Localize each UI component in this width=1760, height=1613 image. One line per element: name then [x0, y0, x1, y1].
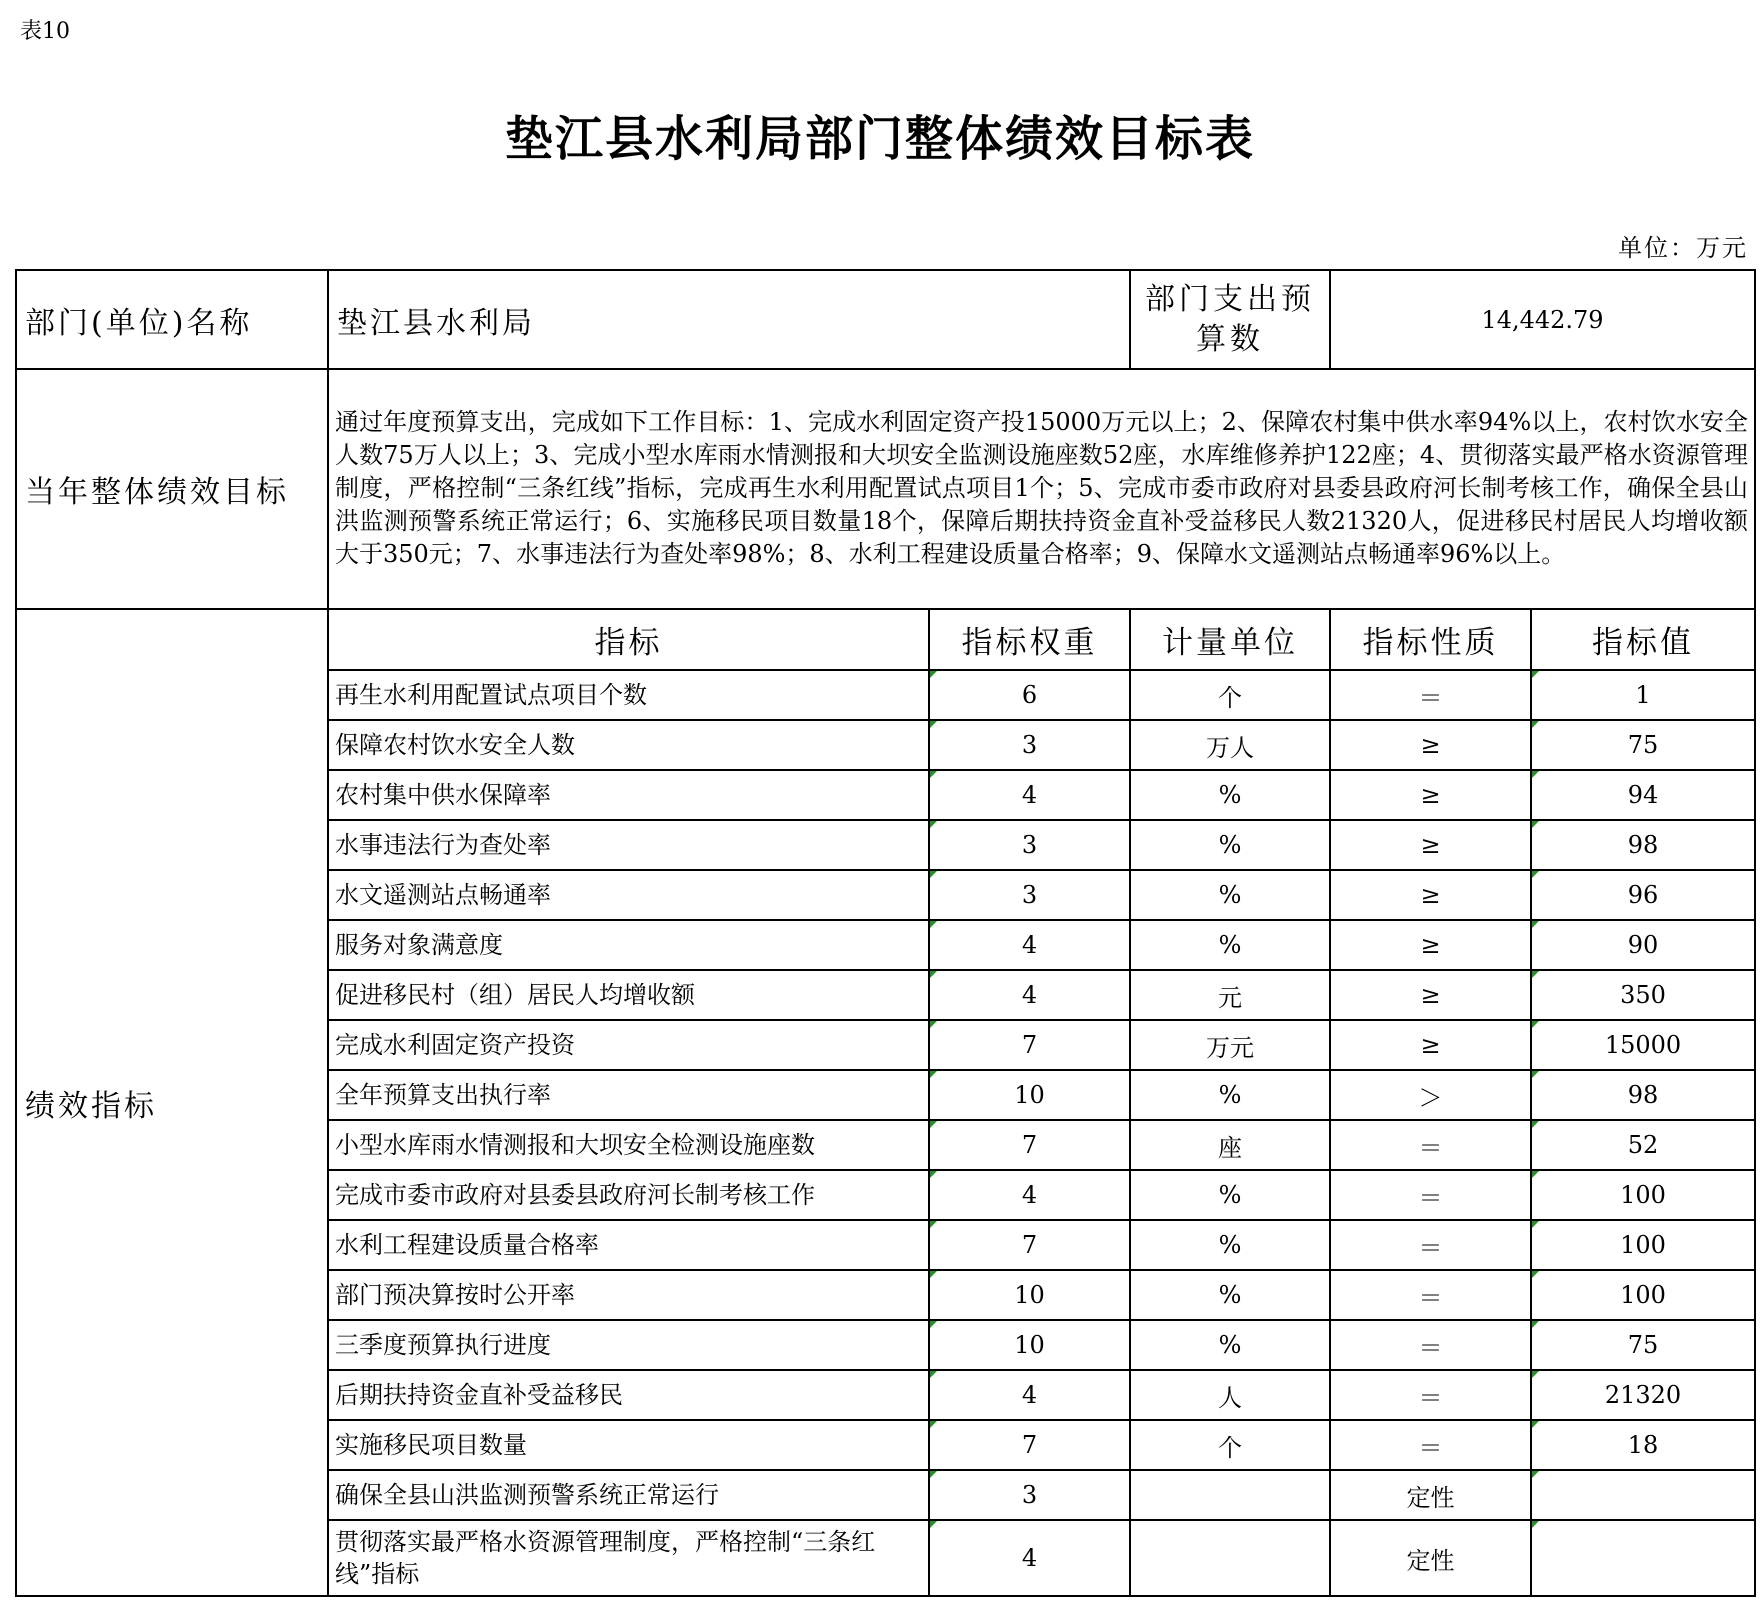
- column-header-unit: 计量单位: [1130, 609, 1330, 670]
- indicator-nature: ＝: [1330, 1170, 1531, 1220]
- indicator-unit: %: [1130, 1070, 1330, 1120]
- indicator-weight: 4: [929, 1170, 1130, 1220]
- annual-goal-label: 当年整体绩效目标: [16, 369, 328, 609]
- indicator-weight: 7: [929, 1120, 1130, 1170]
- indicator-name: 确保全县山洪监测预警系统正常运行: [328, 1470, 929, 1520]
- indicator-name: 水利工程建设质量合格率: [328, 1220, 929, 1270]
- indicator-value: 1: [1531, 670, 1755, 720]
- indicator-weight: 10: [929, 1270, 1130, 1320]
- indicator-weight: 4: [929, 1520, 1130, 1596]
- indicator-weight: 3: [929, 820, 1130, 870]
- indicator-name: 完成市委市政府对县委县政府河长制考核工作: [328, 1170, 929, 1220]
- indicator-weight: 3: [929, 1470, 1130, 1520]
- indicator-nature: 定性: [1330, 1520, 1531, 1596]
- indicator-value: [1531, 1520, 1755, 1596]
- indicator-value: 100: [1531, 1220, 1755, 1270]
- indicator-unit: %: [1130, 870, 1330, 920]
- performance-table: [15, 269, 1756, 1597]
- indicator-value: 52: [1531, 1120, 1755, 1170]
- indicator-value: [1531, 1470, 1755, 1520]
- indicator-value: 75: [1531, 720, 1755, 770]
- indicator-unit: %: [1130, 770, 1330, 820]
- indicator-weight: 4: [929, 970, 1130, 1020]
- indicator-name: 三季度预算执行进度: [328, 1320, 929, 1370]
- page-title: 垫江县水利局部门整体绩效目标表: [504, 111, 1255, 167]
- indicator-name: 小型水库雨水情测报和大坝安全检测设施座数: [328, 1120, 929, 1170]
- indicator-unit: 个: [1130, 670, 1330, 720]
- indicator-unit: [1130, 1520, 1330, 1596]
- indicator-nature: ＝: [1330, 1270, 1531, 1320]
- indicator-value: 18: [1531, 1420, 1755, 1470]
- column-header-nature: 指标性质: [1330, 609, 1531, 670]
- column-header-weight: 指标权重: [929, 609, 1130, 670]
- indicator-unit: %: [1130, 820, 1330, 870]
- indicator-weight: 7: [929, 1420, 1130, 1470]
- indicator-value: 15000: [1531, 1020, 1755, 1070]
- indicator-value: 90: [1531, 920, 1755, 970]
- indicator-name: 服务对象满意度: [328, 920, 929, 970]
- indicator-unit: 座: [1130, 1120, 1330, 1170]
- indicator-unit: 个: [1130, 1420, 1330, 1470]
- indicator-nature: ≥: [1330, 870, 1531, 920]
- indicator-unit: [1130, 1470, 1330, 1520]
- indicator-weight: 10: [929, 1070, 1130, 1120]
- indicator-value: 96: [1531, 870, 1755, 920]
- indicator-nature: ≥: [1330, 920, 1531, 970]
- indicator-weight: 7: [929, 1220, 1130, 1270]
- indicator-weight: 7: [929, 1020, 1130, 1070]
- table-number: 表10: [20, 19, 70, 44]
- indicator-unit: %: [1130, 1220, 1330, 1270]
- indicator-name: 完成水利固定资产投资: [328, 1020, 929, 1070]
- indicator-nature: ＝: [1330, 1220, 1531, 1270]
- indicator-nature: 定性: [1330, 1470, 1531, 1520]
- indicator-name: 再生水利用配置试点项目个数: [328, 670, 929, 720]
- indicator-unit: %: [1130, 1320, 1330, 1370]
- indicator-unit: %: [1130, 1270, 1330, 1320]
- indicator-name: 促进移民村（组）居民人均增收额: [328, 970, 929, 1020]
- indicator-name: 水文遥测站点畅通率: [328, 870, 929, 920]
- indicator-weight: 3: [929, 870, 1130, 920]
- indicator-value: 100: [1531, 1170, 1755, 1220]
- indicator-value: 75: [1531, 1320, 1755, 1370]
- indicator-unit: 万人: [1130, 720, 1330, 770]
- indicator-weight: 3: [929, 720, 1130, 770]
- dept-name-value: 垫江县水利局: [328, 270, 1130, 369]
- indicator-nature: ≥: [1330, 970, 1531, 1020]
- indicator-name: 实施移民项目数量: [328, 1420, 929, 1470]
- indicator-weight: 4: [929, 770, 1130, 820]
- indicator-nature: ＝: [1330, 1320, 1531, 1370]
- indicator-nature: ≥: [1330, 770, 1531, 820]
- indicator-unit: 人: [1130, 1370, 1330, 1420]
- indicator-weight: 10: [929, 1320, 1130, 1370]
- indicator-value: 98: [1531, 820, 1755, 870]
- indicator-value: 21320: [1531, 1370, 1755, 1420]
- indicators-label: 绩效指标: [16, 609, 328, 1596]
- indicator-name: 部门预决算按时公开率: [328, 1270, 929, 1320]
- indicator-nature: ＞: [1330, 1070, 1531, 1120]
- indicator-value: 350: [1531, 970, 1755, 1020]
- indicator-name: 水事违法行为查处率: [328, 820, 929, 870]
- indicator-unit: 万元: [1130, 1020, 1330, 1070]
- indicator-name: 全年预算支出执行率: [328, 1070, 929, 1120]
- indicator-unit: 元: [1130, 970, 1330, 1020]
- indicator-nature: ≥: [1330, 720, 1531, 770]
- indicator-weight: 4: [929, 1370, 1130, 1420]
- indicator-name: 保障农村饮水安全人数: [328, 720, 929, 770]
- indicator-value: 98: [1531, 1070, 1755, 1120]
- indicator-weight: 4: [929, 920, 1130, 970]
- indicator-name: 贯彻落实最严格水资源管理制度，严格控制“三条红线”指标: [328, 1520, 929, 1596]
- column-header-indicator: 指标: [328, 609, 929, 670]
- indicator-weight: 6: [929, 670, 1130, 720]
- unit-label: 单位：万元: [1618, 234, 1748, 262]
- indicator-name: 后期扶持资金直补受益移民: [328, 1370, 929, 1420]
- indicator-nature: ＝: [1330, 1120, 1531, 1170]
- column-header-value: 指标值: [1531, 609, 1755, 670]
- indicator-nature: ＝: [1330, 1420, 1531, 1470]
- indicator-nature: ≥: [1330, 820, 1531, 870]
- indicator-unit: %: [1130, 920, 1330, 970]
- indicator-nature: ＝: [1330, 1370, 1531, 1420]
- indicator-value: 100: [1531, 1270, 1755, 1320]
- indicator-unit: %: [1130, 1170, 1330, 1220]
- indicator-value: 94: [1531, 770, 1755, 820]
- indicator-nature: ＝: [1330, 670, 1531, 720]
- dept-name-label: 部门(单位)名称: [16, 270, 328, 369]
- budget-value: 14,442.79: [1330, 270, 1755, 369]
- indicator-name: 农村集中供水保障率: [328, 770, 929, 820]
- indicator-nature: ≥: [1330, 1020, 1531, 1070]
- budget-label: 部门支出预算数: [1130, 270, 1330, 369]
- annual-goal-text: 通过年度预算支出，完成如下工作目标：1、完成水利固定资产投15000万元以上；2、保障农村集中供水率94%以上，农村饮水安全人数75万人以上；3、完成小型水库雨水情测报和大坝安全监测设施座数52座，水库维修养护122座；4、贯彻落实最严格水资源管理制度，严格控制“三条红线”指标，完成再生水利用配置试点项目1个；5、完成市委市政府对县委县政府河长制考核工作，确保全县山洪监测预警系统正常运行；6、实施移民项目数量18个，保障后期扶持资金直补受益移民人数21320人，促进移民村居民人均增收额大于350元；7、水事违法行为查处率98%；8、水利工程建设质量合格率；9、保障水文遥测站点畅通率96%以上。: [328, 369, 1755, 609]
